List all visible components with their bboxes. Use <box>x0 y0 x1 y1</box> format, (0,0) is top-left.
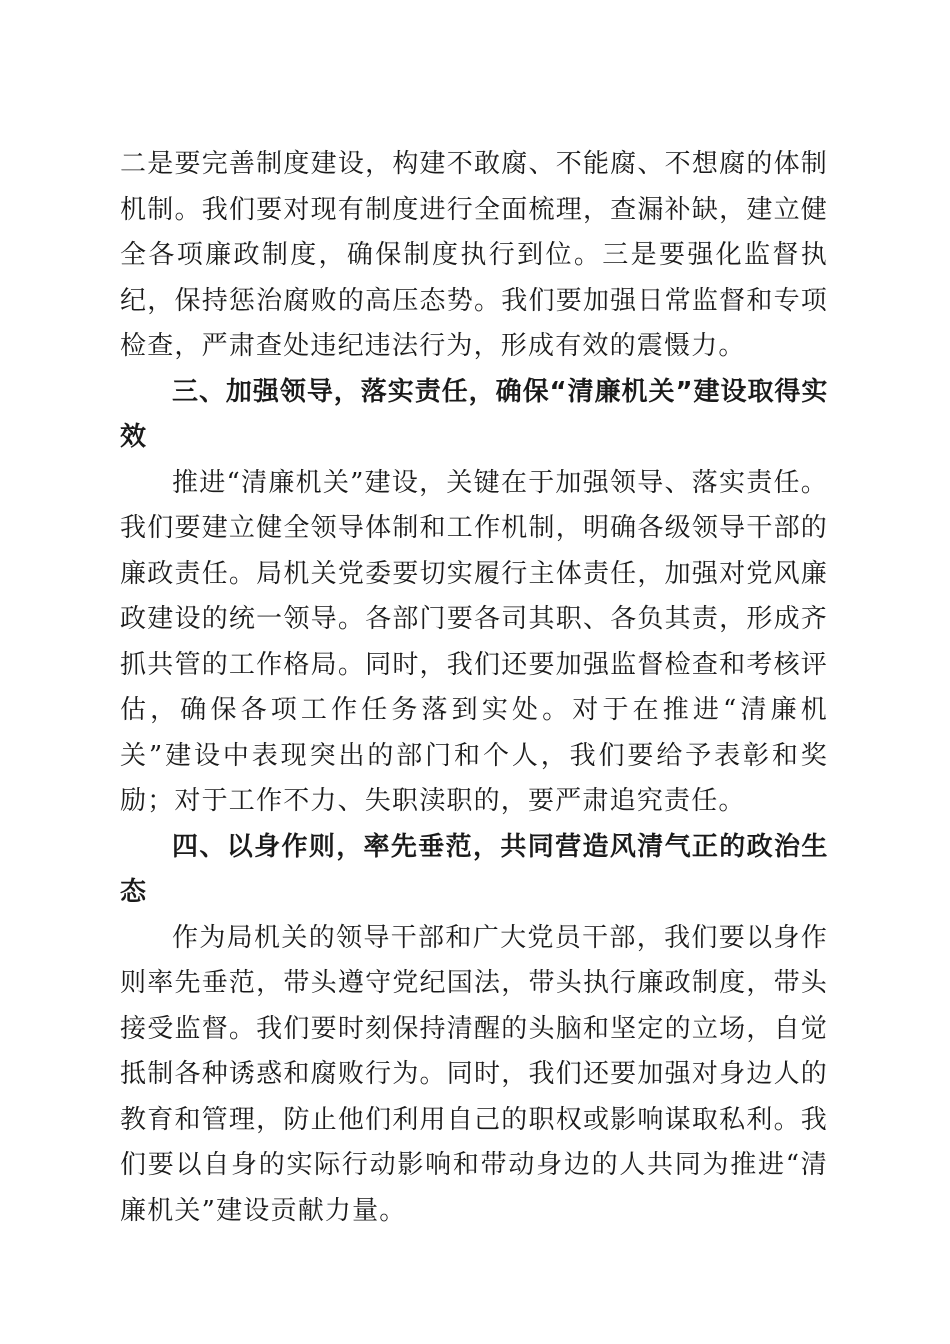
body-paragraph-continued: 二是要完善制度建设，构建不敢腐、不能腐、不想腐的体制机制。我们要对现有制度进行全面梳理，查漏补缺，建立健全各项廉政制度，确保制度执行到位。三是要强化监督执纪，保持惩治腐败的高压态势。我们要加强日常监督和专项检查，严肃查处违纪违法行为，形成有效的震慑力。 <box>120 149 828 361</box>
body-paragraph-section-3: 推进“清廉机关”建设，关键在于加强领导、落实责任。我们要建立健全领导体制和工作机制，明确各级领导干部的廉政责任。局机关党委要切实履行主体责任，加强对党风廉政建设的统一领导。各部门要各司其职、各负其责，形成齐抓共管的工作格局。同时，我们还要加强监督检查和考核评估，确保各项工作任务落到实处。对于在推进“清廉机关”建设中表现突出的部门和个人，我们要给予表彰和奖励；对于工作不力、失职渎职的，要严肃追究责任。 <box>120 467 828 816</box>
document-page <box>120 142 828 1234</box>
section-heading-3: 三、加强领导，落实责任，确保“清廉机关”建设取得实效 <box>120 376 828 452</box>
body-paragraph-section-4: 作为局机关的领导干部和广大党员干部，我们要以身作则率先垂范，带头遵守党纪国法，带头执行廉政制度，带头接受监督。我们要时刻保持清醒的头脑和坚定的立场，自觉抵制各种诱惑和腐败行为。同时，我们还要加强对身边人的教育和管理，防止他们利用自己的职权或影响谋取私利。我们要以自身的实际行动影响和带动身边的人共同为推进“清廉机关”建设贡献力量。 <box>120 922 828 1226</box>
section-heading-4: 四、以身作则，率先垂范，共同营造风清气正的政治生态 <box>120 831 828 907</box>
